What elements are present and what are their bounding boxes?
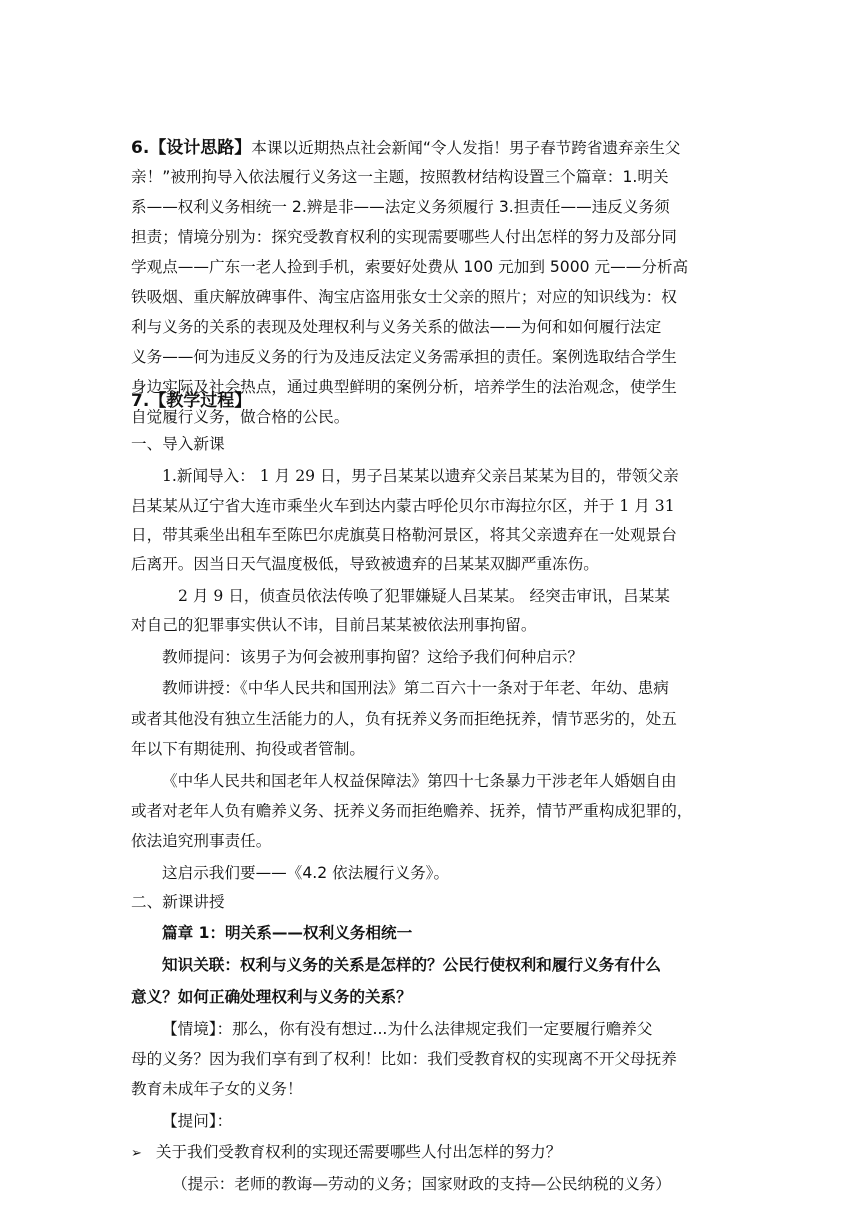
law-line-2: 或者对老年人负有赡养义务、抚养义务而拒绝赡养、抚养，情节严重构成犯罪的， [131, 802, 693, 820]
lecture-line-3: 年以下有期徒刑、拘役或者管制。 [131, 740, 365, 758]
design-line-5: 学观点——广东一老人捡到手机，索要好处费从 100 元加到 5000 元——分析高 [131, 258, 689, 276]
news-line-4: 后离开。因当日天气温度极低，导致被遗弃的吕某某双脚严重冻伤。 [131, 555, 599, 573]
part1-heading: 一、导入新课 [131, 435, 225, 453]
lecture-line-1: 教师讲授：《中华人民共和国刑法》第二百六十一条对于年老、年幼、患病 [162, 679, 669, 697]
design-line-3: 系——权利义务相统一 2.辨是非——法定义务须履行 3.担责任——违反义务须 [131, 198, 670, 216]
bullet-item [131, 1142, 561, 1164]
hint-text: （提示：老师的教诲—劳动的义务；国家财政的支持—公民纳税的义务） [172, 1175, 672, 1193]
enlightenment: 这启示我们要——《4.2 依法履行义务》。 [162, 864, 450, 882]
situation-line-2: 母的义务？因为我们享有到了权利！比如：我们受教育权的实现离不开父母抚养 [131, 1050, 677, 1068]
design-heading: 6.【设计思路】 [131, 138, 252, 158]
news-line-1: 1.新闻导入： 1 月 29 日，男子吕某某以遗弃父亲吕某某为目的，带领父亲 [162, 467, 679, 485]
design-line-1 [131, 138, 680, 158]
design-line-9: 身边实际及社会热点，通过典型鲜明的案例分析，培养学生的法治观念，使学生 [131, 378, 677, 396]
law-line-3: 依法追究刑事责任。 [131, 832, 272, 850]
design-line-8: 义务——何为违反义务的行为及违反法定义务需承担的责任。案例选取结合学生 [131, 348, 677, 366]
law-line-1: 《中华人民共和国老年人权益保障法》第四十七条暴力干涉老年人婚姻自由 [162, 772, 677, 790]
news2-line-1: 2 月 9 日，侦查员依法传唤了犯罪嫌疑人吕某某。 经突击审讯，吕某某 [178, 587, 670, 605]
design-line-4: 担责；情境分别为：探究受教育权利的实现需要哪些人付出怎样的努力及部分同 [131, 228, 677, 246]
news2-line-2: 对自己的犯罪事实供认不讳，目前吕某某被依法刑事拘留。 [131, 616, 537, 634]
design-line-2: 亲！”被刑拘导入依法履行义务这一主题，按照教材结构设置三个篇章：1.明关 [131, 168, 669, 186]
arrow-bullet-icon: ➢ [131, 1146, 142, 1161]
knowledge-line-2: 意义？如何正确处理权利与义务的关系？ [131, 988, 412, 1006]
chapter-title: 篇章 1：明关系——权利义务相统一 [162, 924, 413, 942]
knowledge-line-1: 知识关联：权利与义务的关系是怎样的？公民行使权利和履行义务有什么 [162, 956, 662, 974]
design-text-1: 本课以近期热点社会新闻“令人发指！男子春节跨省遗弃亲生父 [251, 139, 681, 157]
news-line-2: 吕某某从辽宁省大连市乘坐火车到达内蒙古呼伦贝尔市海拉尔区，并于 1 月 31 [131, 497, 675, 515]
process-heading: 7.【教学过程】 [131, 391, 252, 411]
situation-line-3: 教育未成年子女的义务！ [131, 1080, 303, 1098]
design-line-7: 利与义务的关系的表现及处理权利与义务关系的做法——为何和如何履行法定 [131, 318, 662, 336]
part2-heading: 二、新课讲授 [131, 893, 225, 911]
news-line-3: 日，带其乘坐出租车至陈巴尔虎旗莫日格勒河景区，将其父亲遗弃在一处观景台 [131, 526, 677, 544]
design-line-10: 自觉履行义务，做合格的公民。 [131, 408, 350, 426]
lecture-line-2: 或者其他没有独立生活能力的人，负有抚养义务而拒绝抚养，情节恶劣的，处五 [131, 710, 677, 728]
design-line-6: 铁吸烟、重庆解放碑事件、淘宝店盗用张女士父亲的照片；对应的知识线为：权 [131, 288, 677, 306]
bullet-text: 关于我们受教育权利的实现还需要哪些人付出怎样的努力？ [155, 1143, 562, 1161]
ask-label: 【提问】： [162, 1112, 233, 1130]
situation-line-1: 【情境】：那么，你有没有想过...为什么法律规定我们一定要履行赡养父 [162, 1020, 653, 1038]
teacher-question: 教师提问：该男子为何会被刑事拘留？这给予我们何种启示？ [162, 648, 584, 666]
